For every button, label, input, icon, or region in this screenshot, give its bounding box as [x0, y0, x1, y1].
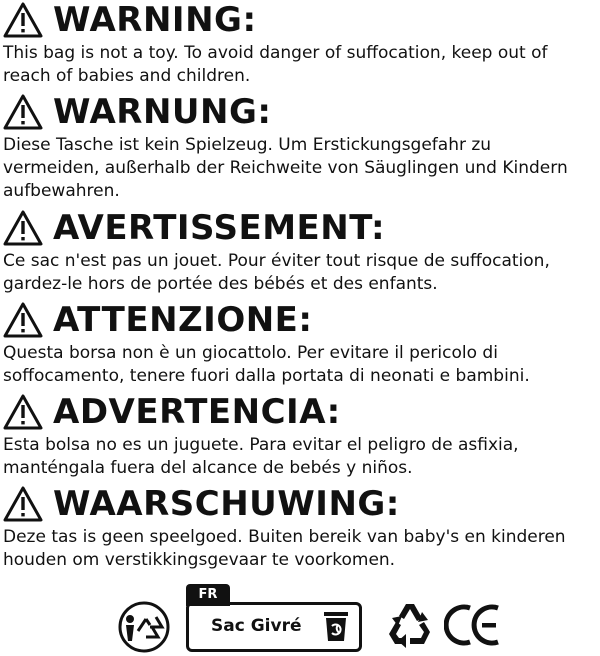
warning-triangle-icon — [3, 94, 43, 130]
section-body — [3, 250, 597, 296]
section-heading — [3, 300, 597, 340]
warning-triangle-icon — [3, 302, 43, 338]
section-heading — [3, 0, 597, 40]
section-title: ATTENZIONE: — [53, 300, 313, 340]
body-line: Esta bolsa no es un juguete. Para evitar el peligro de asfixia, — [3, 435, 519, 455]
section-body — [3, 134, 597, 203]
body-line: reach of babies and children. — [3, 66, 251, 86]
section-title: WAARSCHUWING: — [53, 484, 400, 524]
badge-label: Sac Givré — [211, 616, 302, 636]
body-line: soffocamento, tenere fuori dalla portata di neonati e bambini. — [3, 366, 530, 386]
section-body — [3, 42, 597, 88]
section-heading — [3, 208, 597, 248]
section-title: WARNING: — [53, 0, 257, 40]
section-heading — [3, 92, 597, 132]
body-line: Questa borsa non è un giocattolo. Per evitare il pericolo di — [3, 343, 498, 363]
warning-section-it — [3, 300, 597, 388]
bin-icon — [321, 609, 351, 643]
symbols-row — [0, 580, 600, 656]
warning-section-nl — [3, 484, 597, 572]
warning-triangle-icon — [3, 394, 43, 430]
warning-section-en — [3, 0, 597, 88]
section-heading — [3, 484, 597, 524]
body-line: Diese Tasche ist kein Spielzeug. Um Erstickungsgefahr zu — [3, 135, 492, 155]
warning-triangle-icon — [3, 486, 43, 522]
section-title: ADVERTENCIA: — [53, 392, 341, 432]
body-line: Deze tas is geen speelgoed. Buiten bereik van baby's en kinderen — [3, 527, 566, 547]
section-body — [3, 434, 597, 480]
body-line: gardez-le hors de portée des bébés et des enfants. — [3, 274, 438, 294]
badge-frame — [186, 602, 362, 652]
warning-triangle-icon — [3, 2, 43, 38]
warning-section-es — [3, 392, 597, 480]
warning-section-fr — [3, 208, 597, 296]
section-body — [3, 342, 597, 388]
triman-icon — [116, 601, 172, 653]
body-line: Ce sac n'est pas un jouet. Pour éviter tout risque de suffocation, — [3, 251, 550, 271]
body-line: aufbewahren. — [3, 181, 120, 201]
body-line: vermeiden, außerhalb der Reichweite von Säuglingen und Kindern — [3, 158, 568, 178]
ce-mark-icon — [444, 602, 504, 648]
body-line: manténgala fuera del alcance de bebés y niños. — [3, 458, 413, 478]
body-line: This bag is not a toy. To avoid danger of suffocation, keep out of — [3, 43, 548, 63]
section-title: AVERTISSEMENT: — [53, 208, 386, 248]
warning-triangle-icon — [3, 210, 43, 246]
badge-tab: FR — [186, 584, 230, 606]
section-title: WARNUNG: — [53, 92, 272, 132]
warning-section-de — [3, 92, 597, 203]
body-line: houden om verstikkingsgevaar te voorkomen. — [3, 550, 396, 570]
section-heading — [3, 392, 597, 432]
recycle-icon — [384, 598, 436, 650]
section-body — [3, 526, 597, 572]
sorting-badge — [186, 584, 362, 650]
